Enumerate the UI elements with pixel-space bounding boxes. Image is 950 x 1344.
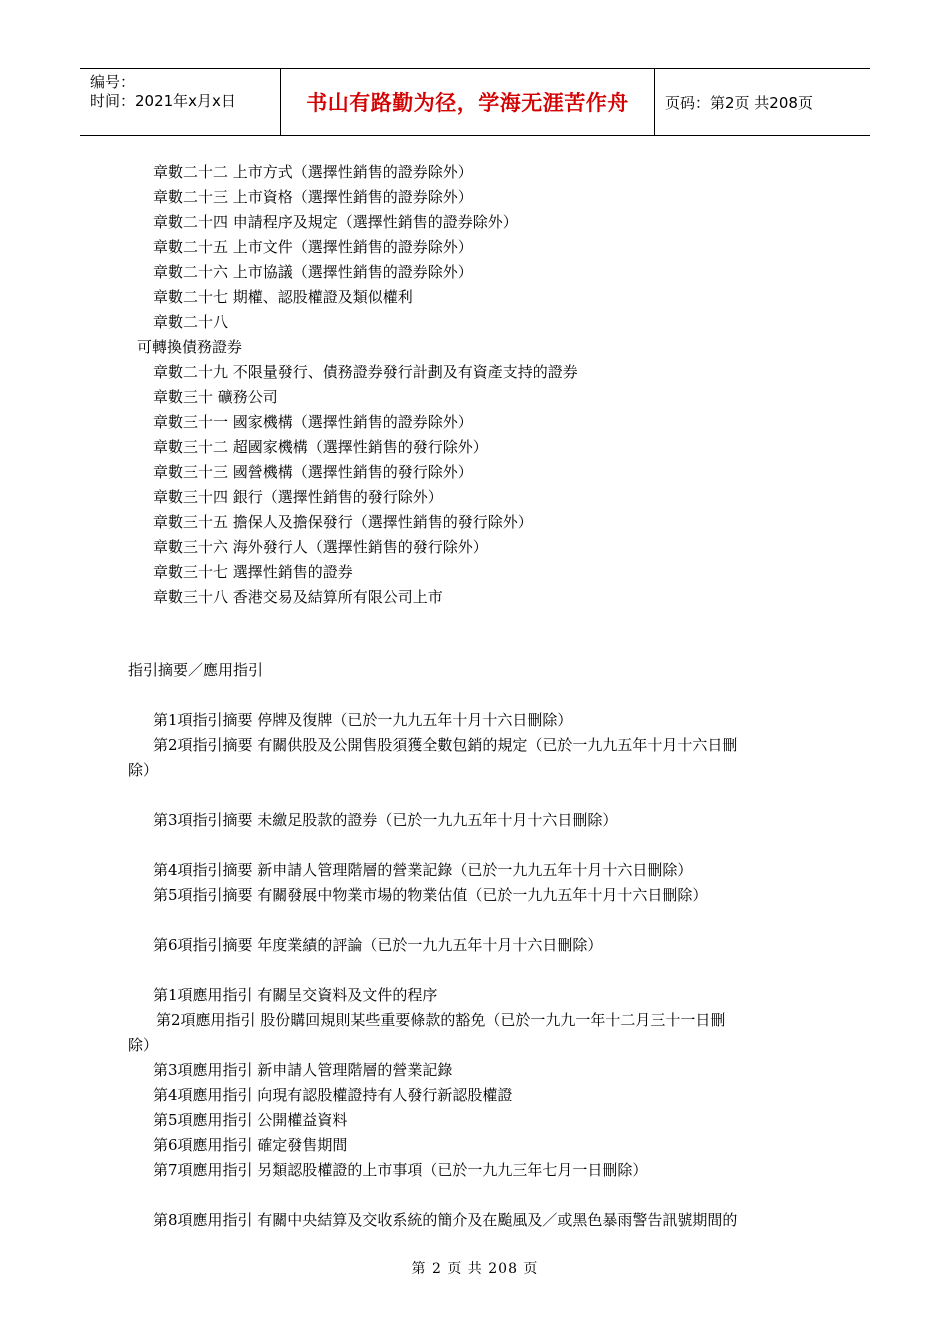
chapter-line: 章數二十四 申請程序及規定（選擇性銷售的證券除外）	[153, 213, 518, 231]
guide-line: 第4項應用指引 向現有認股權證持有人發行新認股權證	[153, 1086, 513, 1104]
guide-line: 第5項指引摘要 有關發展中物業市場的物業估值（已於一九九五年十月十六日刪除）	[153, 886, 708, 904]
chapter-line: 章數三十八 香港交易及結算所有限公司上市	[153, 588, 443, 606]
chapter-line: 章數二十五 上市文件（選擇性銷售的證券除外）	[153, 238, 473, 256]
chapter-line: 章數三十二 超國家機構（選擇性銷售的發行除外）	[153, 438, 488, 456]
guide-line: 第8項應用指引 有關中央結算及交收系統的簡介及在颱風及／或黑色暴雨警告訊號期間的	[153, 1211, 738, 1229]
guide-line: 第6項指引摘要 年度業績的評論（已於一九九五年十月十六日刪除）	[153, 936, 603, 954]
header-page-label: 页码：第2页 共208页	[665, 93, 813, 112]
guide-line: 第2項指引摘要 有關供股及公開售股須獲全數包銷的規定（已於一九九五年十月十六日刪	[153, 736, 738, 754]
chapter-line: 章數三十六 海外發行人（選擇性銷售的發行除外）	[153, 538, 488, 556]
header-motto: 书山有路勤为径，学海无涯苦作舟	[281, 69, 655, 135]
chapter-line: 章數二十九 不限量發行、債務證券發行計劃及有資產支持的證券	[153, 363, 578, 381]
chapter-line: 章數三十四 銀行（選擇性銷售的發行除外）	[153, 488, 443, 506]
page-header	[80, 68, 870, 136]
guide-line: 第6項應用指引 確定發售期間	[153, 1136, 348, 1154]
guide-line: 第7項應用指引 另類認股權證的上市事項（已於一九九三年七月一日刪除）	[153, 1161, 648, 1179]
chapter-line: 可轉換債務證券	[137, 338, 243, 356]
chapter-line: 章數三十 礦務公司	[153, 388, 278, 406]
chapter-line: 章數三十一 國家機構（選擇性銷售的證券除外）	[153, 413, 473, 431]
guide-line: 第1項應用指引 有關呈交資料及文件的程序	[153, 986, 438, 1004]
chapter-line: 章數二十七 期權、認股權證及類似權利	[153, 288, 413, 306]
section-title: 指引摘要／應用指引	[128, 661, 264, 679]
chapter-line: 章數二十三 上市資格（選擇性銷售的證券除外）	[153, 188, 473, 206]
document-number-label: 编号：	[90, 73, 136, 91]
document-date-label: 时间：2021年x月x日	[90, 92, 236, 110]
chapter-line: 章數二十六 上市協議（選擇性銷售的證券除外）	[153, 263, 473, 281]
guide-line: 第3項應用指引 新申請人管理階層的營業記錄	[153, 1061, 453, 1079]
header-meta	[80, 69, 281, 135]
guide-line: 第3項指引摘要 未繳足股款的證券（已於一九九五年十月十六日刪除）	[153, 811, 618, 829]
chapter-line: 章數三十七 選擇性銷售的證券	[153, 563, 353, 581]
guide-line: 第4項指引摘要 新申請人管理階層的營業記錄（已於一九九五年十月十六日刪除）	[153, 861, 693, 879]
guide-line: 第2項應用指引 股份購回規則某些重要條款的豁免（已於一九九一年十二月三十一日刪	[156, 1011, 726, 1029]
guide-line: 第5項應用指引 公開權益資料	[153, 1111, 348, 1129]
chapter-line: 章數三十三 國營機構（選擇性銷售的發行除外）	[153, 463, 473, 481]
guide-line: 第1項指引摘要 停牌及復牌（已於一九九五年十月十六日刪除）	[153, 711, 573, 729]
chapter-line: 章數二十二 上市方式（選擇性銷售的證券除外）	[153, 163, 473, 181]
guide-line-wrap: 除）	[128, 761, 159, 779]
chapter-line: 章數三十五 擔保人及擔保發行（選擇性銷售的發行除外）	[153, 513, 533, 531]
chapter-line: 章數二十八	[153, 313, 229, 331]
page-footer: 第 2 页 共 208 页	[411, 1261, 539, 1277]
guide-line-wrap: 除）	[128, 1036, 159, 1054]
